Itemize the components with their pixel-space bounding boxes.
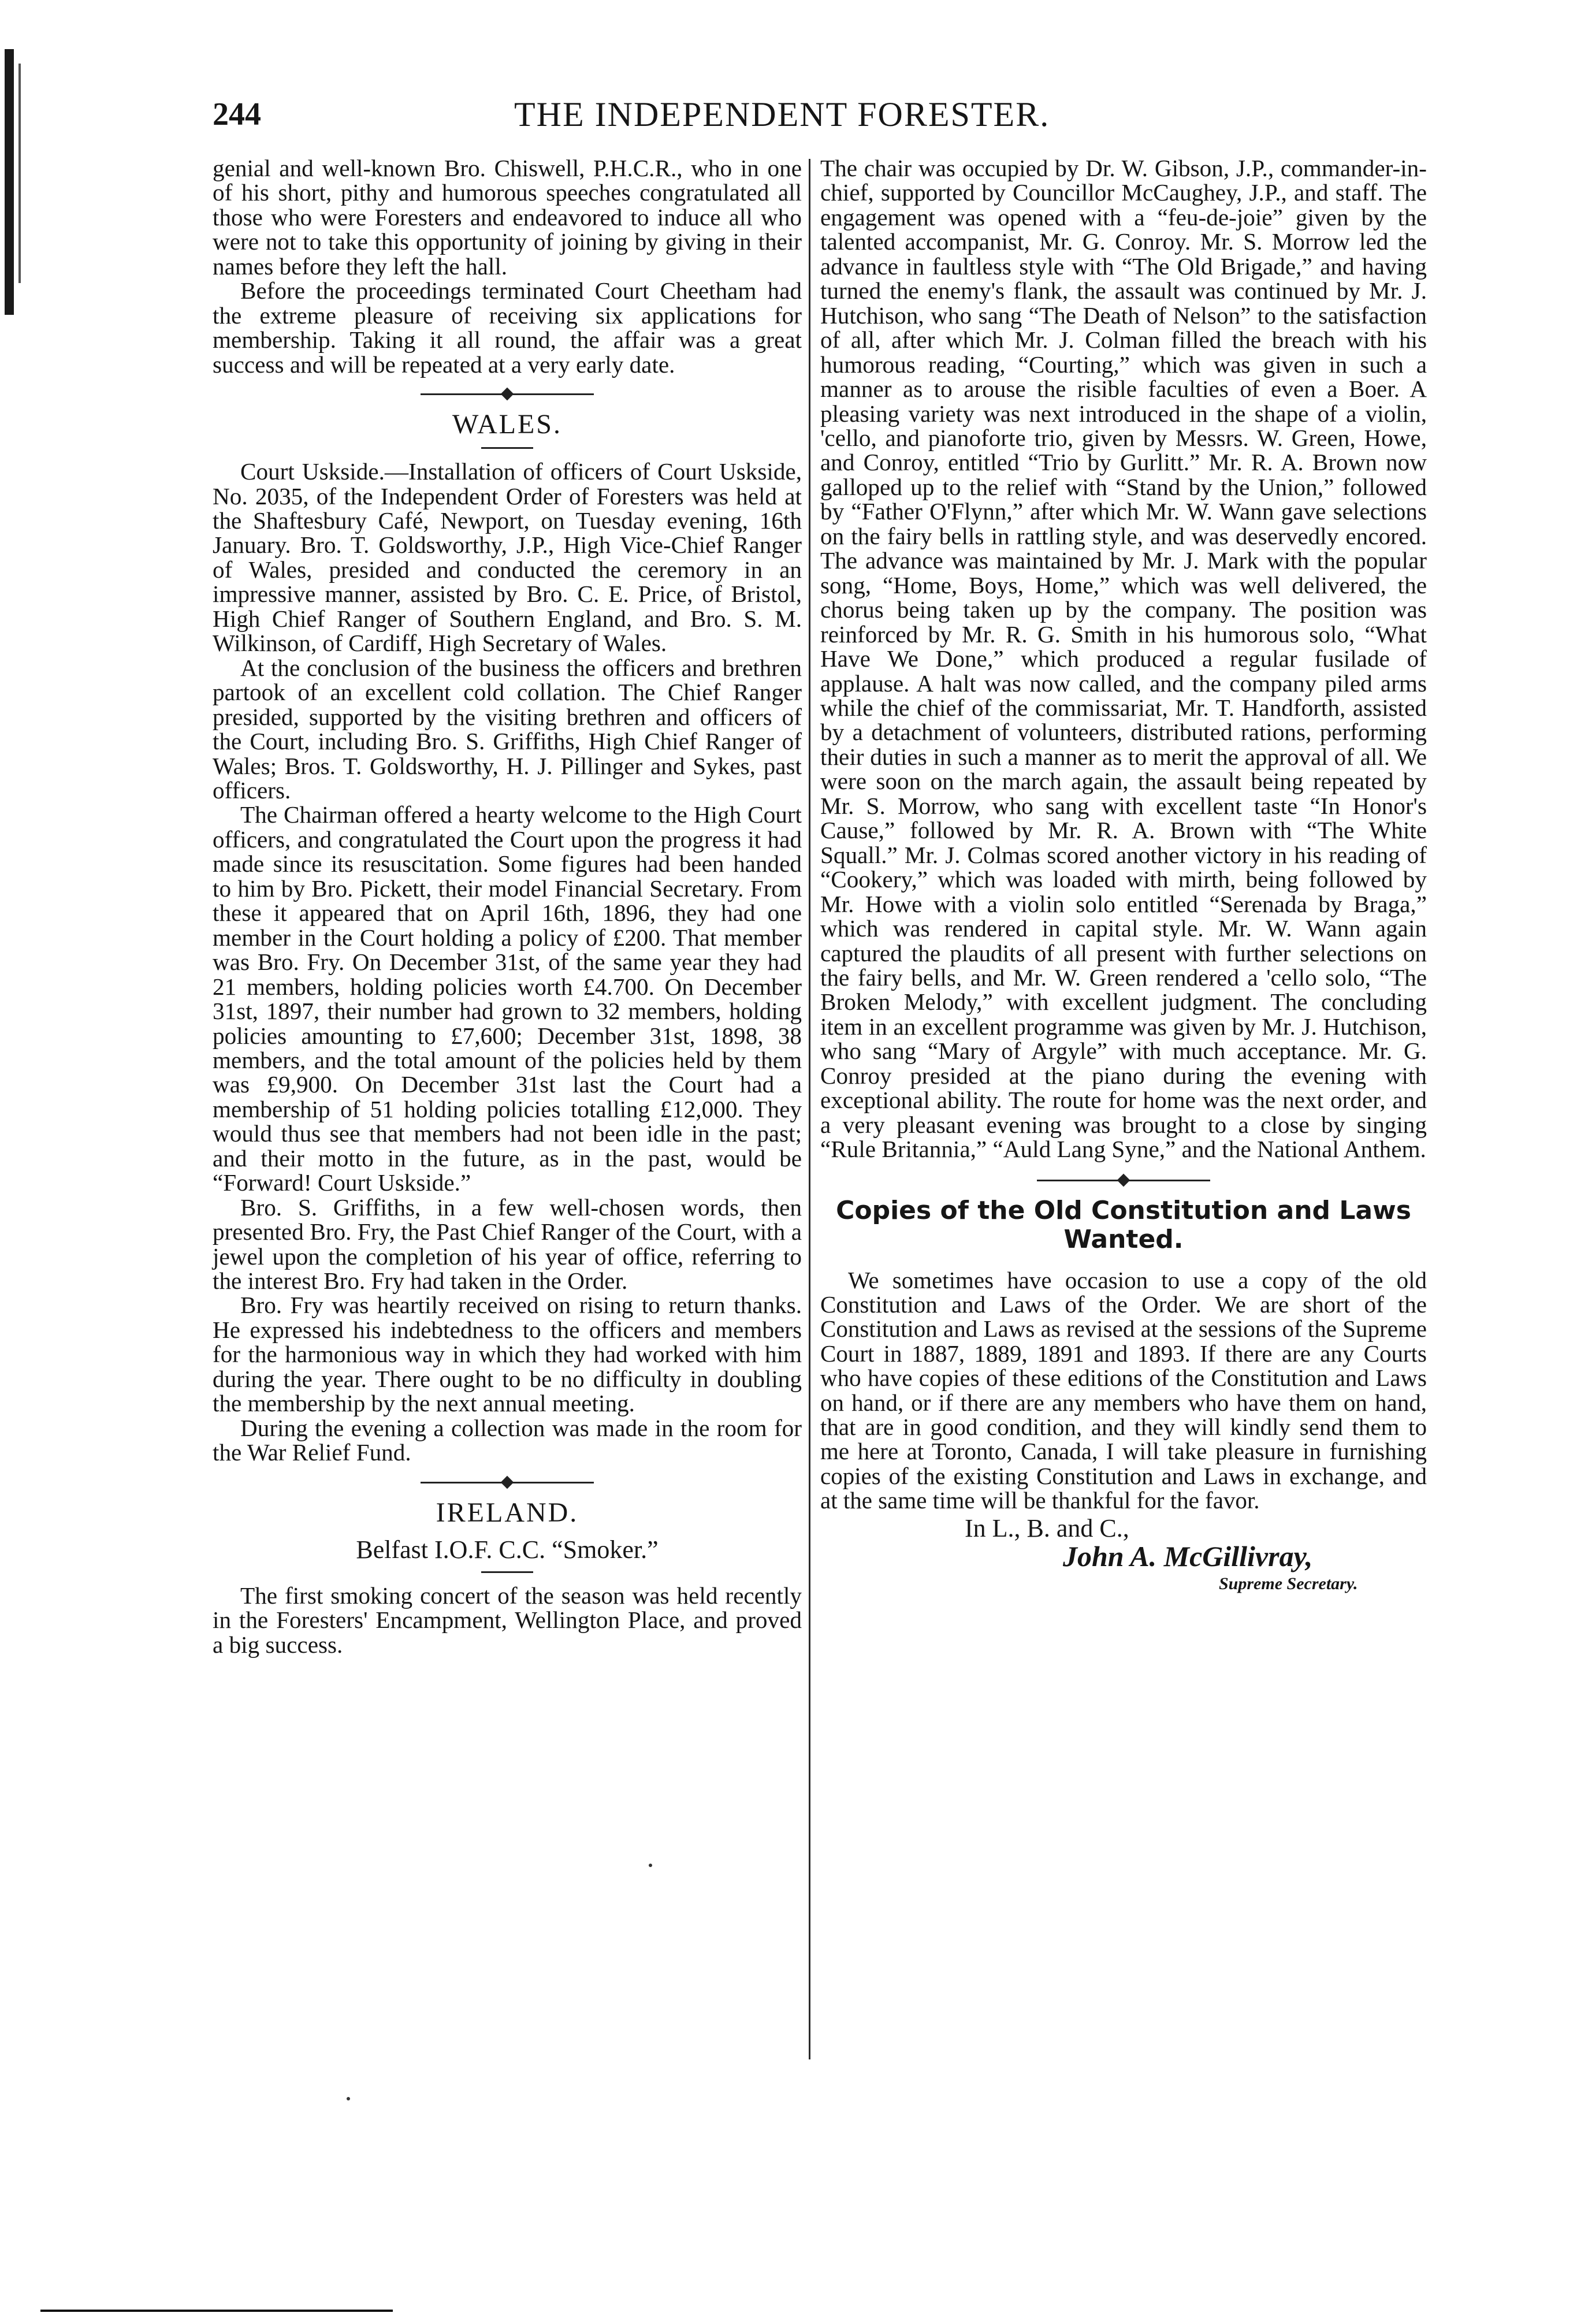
left-column	[213, 156, 802, 1657]
body-paragraph: Before the proceedings terminated Court Cheetham had the extreme pleasure of receiving six applications for membership. Taking it all round, the affair was a great success and will be repeated at a very early date.	[213, 277, 802, 378]
body-paragraph: The first smoking concert of the season was held recently in the Foresters' Encampment, Wellington Place, and proved a big success.	[213, 1582, 802, 1658]
running-title: THE INDEPENDENT FORESTER.	[514, 95, 1050, 133]
binding-edge-mark	[5, 49, 14, 315]
body-paragraph: At the conclusion of the business the officers and brethren partook of an excellent cold collation. The Chief Ranger presided, supported by the visiting brethren and officers of the Court, including Bro. S. Griffiths, High Chief Ranger of Wales; Bros. T. Goldsworthy, H. J. Pillinger and Sykes, past officers.	[213, 654, 802, 804]
column-divider	[809, 159, 810, 2059]
print-speck	[347, 2097, 350, 2100]
body-paragraph: The chair was occupied by Dr. W. Gibson, J.P., commander-in-chief, supported by Councillor McCaughey, J.P., and staff. The engagement was opened with a “feu-de-joie” given by the talented accompanist, Mr. G. Conroy. Mr. S. Morrow led the advance in faultless style with “The Old Brigade,” and having turned the enemy's flank, the assault was continued by Mr. J. Hutchison, who sang “The Death of Nelson” to the satisfaction of all, after which Mr. J. Colman filled the breach with his humorous reading, “Courting,” which was given in such a manner as to arouse the risible faculties of even a Boer. A pleasing variety was next introduced in the shape of a violin, 'cello, and pianoforte trio, given by Messrs. W. Green, Howe, and Conroy, entitled “Trio by Gurlitt.” Mr. R. A. Brown now galloped up to the relief with “Stand by the Union,” followed by “Father O'Flynn,” after which Mr. W. Wann gave selections on the fairy bells in rattling style, and was deservedly encored. The advance was maintained by Mr. J. Mark with the popular song, “Home, Boys, Home,” which was well delivered, the chorus being taken up by the company. The position was reinforced by Mr. R. G. Smith in his humorous solo, “What Have We Done,” which produced a regular fusilade of applause. A halt was now called, and the company piled arms while the chief of the commissariat, Mr. T. Handforth, assisted by a detachment of volunteers, distributed rations, performing their duties in such a manner as to merit the approval of all. We were soon on the march again, the assault being repeated by Mr. S. Morrow, who sang with excellent taste “In Honor's Cause,” followed by Mr. R. A. Brown with “The White Squall.” Mr. J. Colmas scored another victory in his reading of “Cookery,” which was loaded with mirth, being followed by Mr. Howe with a violin solo entitled “Serenada by Braga,” which was rendered in capital style. Mr. W. Wann again captured the plaudits of all present with further selections on the fairy bells, and Mr. W. Green rendered a 'cello solo, “The Broken Melody,” with excellent judgment. The concluding item in an excellent programme was given by Mr. J. Hutchison, who sang “Mary of Argyle” with much acceptance. Mr. G. Conroy presided at the piano during the evening with exceptional ability. The route for home was the next order, and a very pleasant evening was brought to a close by singing “Rule Britannia,” “Auld Lang Syne,” and the National Anthem.	[820, 155, 1427, 1163]
body-paragraph: During the evening a collection was made in the room for the War Relief Fund.	[213, 1414, 802, 1466]
section-ornament	[213, 385, 802, 404]
page-header	[0, 92, 1577, 144]
notice-body: We sometimes have occasion to use a copy of the old Constitution and Laws of the Order. We are short of the Constitution and Laws as revised at the sessions of the Supreme Court in 1887, 1889, 1891 and 1893. If there are any Courts who have copies of these editions of the Constitution and Laws on hand, or if there are any members who have them on hand, that are in good condition, and they will kindly send them to me here at Toronto, Canada, I will take pleasure in furnishing copies of the existing Constitution and Laws in exchange, and at the same time will be thankful for the favor.	[820, 1266, 1427, 1514]
section-heading-ireland: IRELAND.	[436, 1497, 579, 1528]
signature-title: Supreme Secretary.	[1219, 1574, 1358, 1594]
body-paragraph: The Chairman offered a hearty welcome to the High Court officers, and congratulated the Court upon the progress it had made since its resuscitation. Some figures had been handed to him by Bro. Pickett, their model Financial Secretary. From these it appeared that on April 16th, 1896, they had one member in the Court holding a policy of £200. That member was Bro. Fry. On December 31st, of the same year they had 21 members, holding policies worth £4.700. On December 31st, 1897, their number had grown to 32 members, holding policies amounting to £7,600; December 31st, 1898, 38 members, and the total amount of the policies held by them was £9,900. On December 31st last the Court had a membership of 51 holding policies totalling £12,000. They would thus see that members had not been idle in the past; and their motto in the future, as in the past, would be “Forward! Court Uskside.”	[213, 801, 802, 1196]
bottom-edge-mark	[40, 2310, 393, 2312]
notice-heading: Copies of the Old Constitution and Laws Wanted.	[836, 1195, 1411, 1254]
section-ornament	[820, 1171, 1427, 1191]
page-number: 244	[213, 96, 261, 132]
signature: John A. McGillivray,	[1063, 1540, 1313, 1573]
body-paragraph: Bro. S. Griffiths, in a few well-chosen words, then presented Bro. Fry, the Past Chief Ranger of the Court, with a jewel upon the completion of his year of office, referring to the interest Bro. Fry had taken in the Order.	[213, 1193, 802, 1295]
body-paragraph: genial and well-known Bro. Chiswell, P.H.C.R., who in one of his short, pithy and humorous speeches congratulated all those who were Foresters and endeavored to induce all who were not to take this opportunity of joining by giving in their names before they left the hall.	[213, 155, 802, 280]
body-paragraph: Bro. Fry was heartily received on rising to return thanks. He expressed his indebtedness to the officers and members for the harmonious way in which they had worked with him during the year. There ought to be no difficulty in doubling the membership by the next annual meeting.	[213, 1292, 802, 1417]
short-rule	[481, 1571, 533, 1573]
article-subheading: Belfast I.O.F. C.C. “Smoker.”	[356, 1535, 659, 1564]
print-speck	[649, 1864, 652, 1867]
right-column	[820, 156, 1427, 1597]
short-rule	[481, 447, 533, 449]
closing-salutation: In L., B. and C.,	[965, 1514, 1129, 1542]
section-ornament	[213, 1473, 802, 1493]
body-paragraph: Court Uskside.—Installation of officers of Court Uskside, No. 2035, of the Independent Order of Foresters was held at the Shaftesbury Café, Newport, on Tuesday evening, 16th January. Bro. T. Goldsworthy, J.P., High Vice-Chief Ranger of Wales, presided and conducted the ceremory in an impressive manner, assisted by Bro. C. E. Price, of Bristol, High Chief Ranger of Southern England, and Bro. S. M. Wilkinson, of Cardiff, High Secretary of Wales.	[213, 458, 802, 657]
section-heading-wales: WALES.	[452, 409, 562, 440]
